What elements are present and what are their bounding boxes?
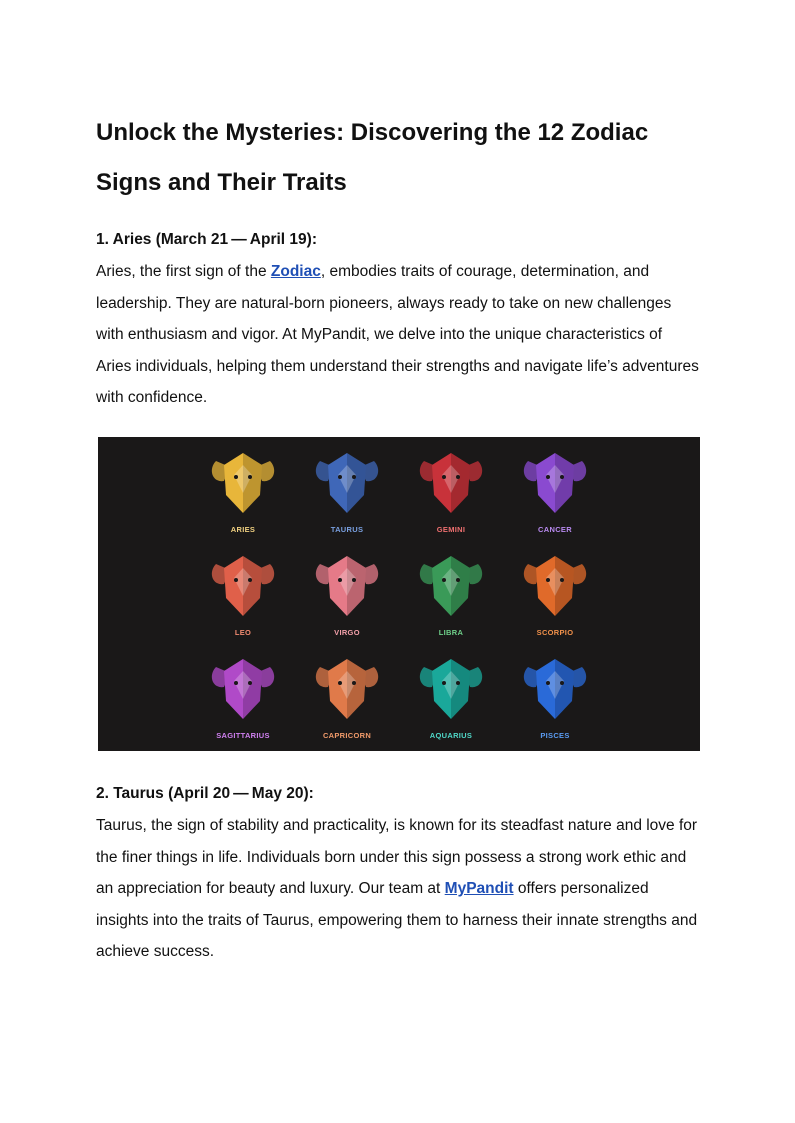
zodiac-sign-capricorn	[302, 651, 402, 751]
zodiac-link[interactable]: Zodiac	[270, 263, 321, 280]
section-taurus	[96, 778, 700, 968]
section-body	[96, 810, 700, 968]
zodiac-sign-libra	[406, 548, 506, 648]
scales-icon	[418, 550, 484, 624]
section-heading: 2. Taurus (April 20 — May 20):	[96, 785, 314, 802]
zodiac-sign-scorpio	[510, 548, 610, 648]
body-text-post: offers personalized insights into the traits of Taurus, empowering them to harness their innate strengths and achieve success.	[96, 880, 698, 960]
goat-icon	[314, 653, 380, 727]
water-bearer-icon	[418, 653, 484, 727]
zodiac-sign-leo	[198, 548, 298, 648]
zodiac-label: AQUARIUS	[429, 731, 473, 740]
zodiac-label: ARIES	[230, 525, 256, 534]
archer-bow-icon	[210, 653, 276, 727]
zodiac-sign-aquarius	[406, 651, 506, 751]
fish-icon	[522, 653, 588, 727]
body-text-pre: Aries, the first sign of the	[96, 263, 271, 280]
zodiac-sign-virgo	[302, 548, 402, 648]
zodiac-sign-gemini	[406, 445, 506, 545]
lion-icon	[210, 550, 276, 624]
twins-icon	[418, 447, 484, 521]
zodiac-label: CANCER	[538, 525, 572, 534]
scorpion-icon	[522, 550, 588, 624]
zodiac-sign-cancer	[510, 445, 610, 545]
zodiac-sign-taurus	[302, 445, 402, 545]
body-text-pre: Taurus, the sign of stability and practicality, is known for its steadfast nature and love for the finer things in life. Individuals born under this sign possess a strong work ethic and an appreciation for beauty and luxury. Our team at	[96, 817, 698, 897]
zodiac-signs-image	[98, 437, 700, 751]
zodiac-label: SCORPIO	[536, 628, 574, 637]
crab-icon	[522, 447, 588, 521]
zodiac-grid	[198, 445, 608, 745]
maiden-icon	[314, 550, 380, 624]
section-body	[96, 256, 700, 414]
page-title: Unlock the Mysteries: Discovering the 12 Zodiac Signs and Their Traits	[96, 119, 649, 196]
zodiac-label: SAGITTARIUS	[216, 731, 270, 740]
zodiac-label: TAURUS	[330, 525, 364, 534]
zodiac-sign-pisces	[510, 651, 610, 751]
zodiac-label: VIRGO	[334, 628, 360, 637]
zodiac-label: PISCES	[540, 731, 570, 740]
zodiac-sign-sagittarius	[198, 651, 298, 751]
zodiac-label: GEMINI	[436, 525, 466, 534]
ram-icon	[210, 447, 276, 521]
zodiac-label: CAPRICORN	[322, 731, 372, 740]
section-aries	[96, 224, 700, 414]
zodiac-sign-aries	[198, 445, 298, 545]
section-heading: 1. Aries (March 21 — April 19):	[96, 231, 317, 248]
mypandit-link[interactable]: MyPandit	[444, 880, 514, 897]
body-text-post: , embodies traits of courage, determination, and leadership. They are natural-born pioneers, always ready to take on new challenges with enthusiasm and vigor. At MyPandit, we delve into the unique characteristics of Aries individuals, helping them understand their strengths and navigate life’s adventures with confidence.	[96, 263, 699, 406]
bull-icon	[314, 447, 380, 521]
zodiac-label: LEO	[234, 628, 252, 637]
zodiac-label: LIBRA	[438, 628, 464, 637]
